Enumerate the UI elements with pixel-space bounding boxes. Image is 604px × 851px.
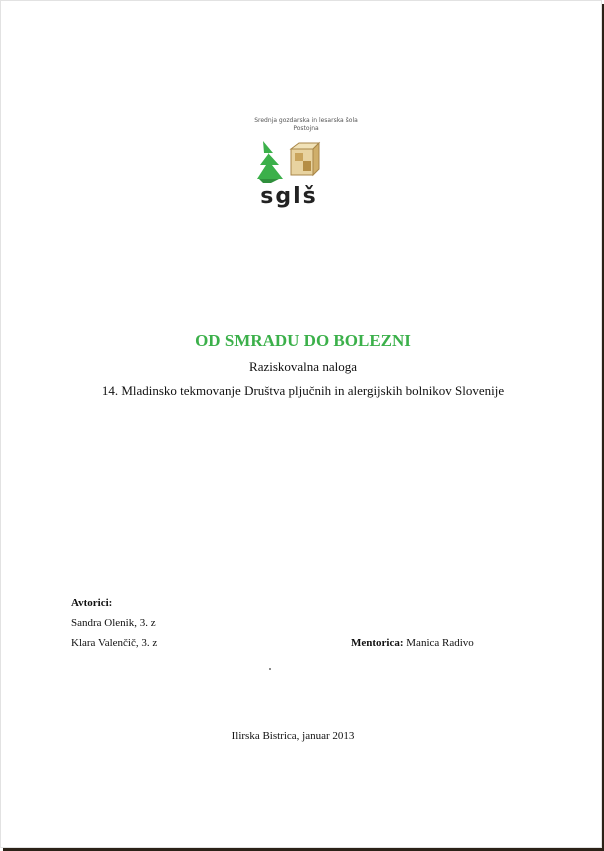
logo-town: Postojna — [293, 125, 319, 132]
tree-and-wood-icon — [257, 139, 321, 183]
logo-school-name-line: Srednja gozdarska in lesarska šola — [254, 117, 358, 124]
mentor-label: Mentorica: — [351, 637, 404, 649]
school-logo — [231, 115, 381, 215]
authors-label: Avtorici: — [71, 597, 113, 609]
place-and-date: Ilirska Bistrica, januar 2013 — [231, 730, 355, 742]
document-subtitle: Raziskovalna naloga — [249, 359, 357, 374]
mentor — [351, 637, 474, 649]
author-item: Klara Valenčič, 3. z — [71, 637, 158, 649]
author-item: Sandra Olenik, 3. z — [71, 617, 156, 629]
competition-name: 14. Mladinsko tekmovanje Društva pljučnih in alergijskih bolnikov Slovenije — [101, 383, 505, 398]
document-title: OD SMRADU DO BOLEZNI — [195, 331, 411, 350]
logo-wordmark: sglš — [260, 184, 318, 209]
logo-school-name — [231, 117, 381, 133]
mentor-name: Manica Radivo — [406, 637, 474, 649]
scan-speck — [269, 668, 271, 670]
